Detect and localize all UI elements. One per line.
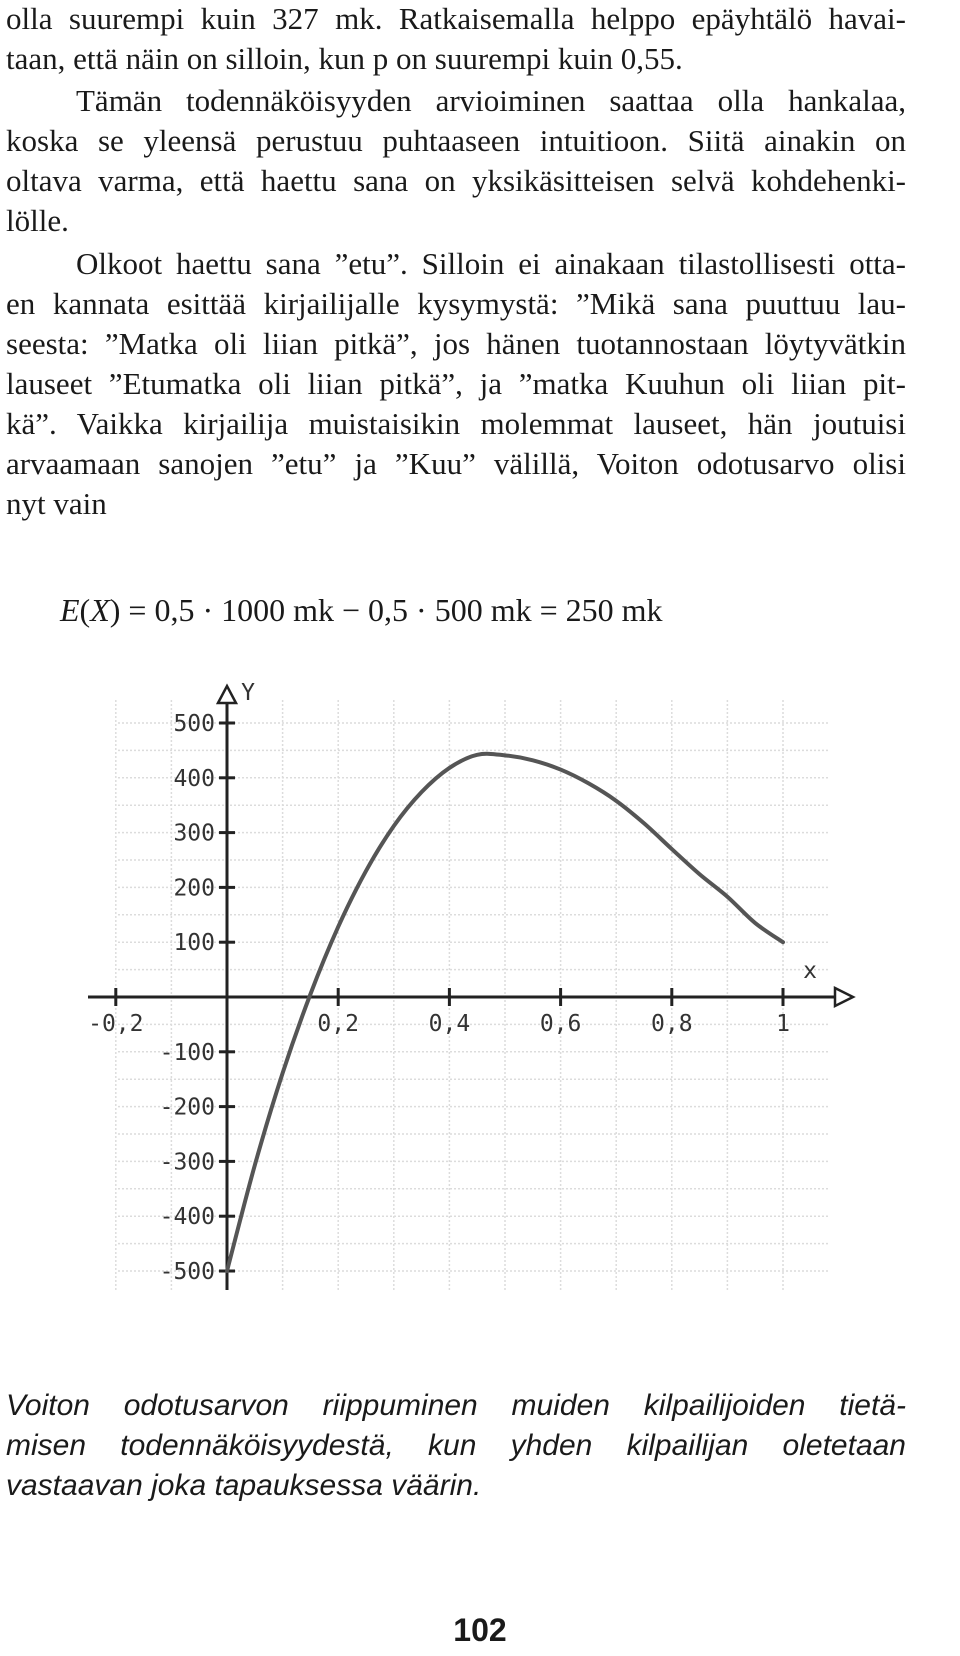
x-axis-label: x (803, 958, 817, 984)
page-number: 102 (453, 1612, 507, 1648)
y-tick-label: -400 (159, 1204, 215, 1231)
text-line: lauseet ”Etumatka oli liian pitkä”, ja ”matka Kuuhun oli liian pit- (6, 366, 906, 401)
y-tick-label: 100 (173, 930, 215, 957)
text-line: oltava varma, että haettu sana on yksikäsitteisen selvä kohdehenki- (6, 163, 906, 198)
y-tick-label: -200 (159, 1094, 215, 1121)
text-line: nyt vain (6, 486, 107, 521)
x-tick-label: 1 (776, 1011, 790, 1037)
caption-line: vastaavan joka tapauksessa väärin. (6, 1469, 482, 1502)
x-tick-label: 0,4 (428, 1011, 471, 1037)
formula-rhs: = 0,5 · 1000 mk − 0,5 · 500 mk = 250 mk (128, 592, 663, 628)
y-tick-label: -100 (159, 1039, 215, 1066)
x-tick-label: 0,2 (317, 1011, 359, 1037)
text-line: Tämän todennäköisyyden arvioiminen saattaa olla hankalaa, (76, 83, 906, 118)
y-tick-label: 300 (173, 820, 215, 847)
caption-line: misen todennäköisyydestä, kun yhden kilpailijan oletetaan (6, 1429, 906, 1462)
text-line: arvaamaan sanojen ”etu” ja ”Kuu” välillä, Voiton odotusarvo olisi (6, 446, 906, 481)
y-tick-label: 400 (173, 765, 215, 792)
formula-paren: ) (109, 592, 121, 628)
y-tick-label: 200 (173, 875, 215, 902)
y-axis-label: Y (241, 680, 255, 706)
formula-function: E (60, 592, 80, 628)
y-tick-label: -500 (159, 1259, 215, 1285)
x-tick-label: -0,2 (88, 1011, 144, 1037)
formula-paren: ( (79, 592, 91, 628)
chart-grid (116, 700, 830, 1290)
y-axis-arrow (218, 686, 236, 703)
figure-caption (6, 1386, 906, 1506)
caption-line: Voiton odotusarvon riippuminen muiden kilpailijoiden tietä- (6, 1389, 906, 1422)
y-tick-label: -300 (159, 1149, 215, 1176)
x-axis-arrow (835, 988, 853, 1006)
x-tick-label: 0,8 (651, 1011, 693, 1037)
formula-variable: X (90, 592, 110, 628)
text-line: lölle. (6, 203, 69, 238)
x-tick-label: 0,6 (539, 1011, 582, 1037)
text-line: taan, että näin on silloin, kun p on suurempi kuin 0,55. (6, 41, 683, 76)
y-tick-label: 500 (173, 711, 215, 737)
text-line: kä”. Vaikka kirjailija muistaisikin molemmat lauseet, hän joutuisi (6, 406, 906, 441)
text-line: en kannata esittää kirjailijalle kysymystä: ”Mikä sana puuttuu lau- (6, 286, 906, 321)
text-line: koska se yleensä perustuu puhtaaseen intuitioon. Siitä ainakin on (6, 123, 906, 158)
text-line: Olkoot haettu sana ”etu”. Silloin ei ainakaan tilastollisesti otta- (76, 246, 906, 281)
text-line: seesta: ”Matka oli liian pitkä”, jos hänen tuotannostaan löytyvätkin (6, 326, 906, 361)
text-line: olla suurempi kuin 327 mk. Ratkaisemalla helppo epäyhtälö havai- (6, 1, 906, 36)
